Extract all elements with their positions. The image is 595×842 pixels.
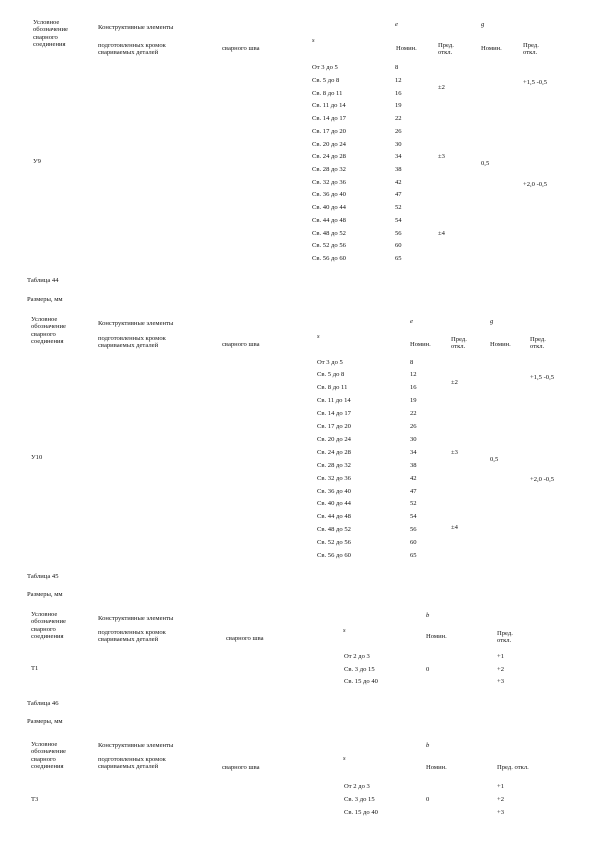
e-nominal-cell: 38 [395, 166, 402, 173]
s-range-cell: Св. 17 до 20 [312, 128, 346, 135]
table-caption-45: Таблица 45 [27, 573, 59, 580]
e-nominal-cell: 16 [410, 384, 417, 391]
weld-code: Т1 [31, 665, 39, 672]
e-nominal-cell: 16 [395, 90, 402, 97]
weld-code: У10 [31, 454, 43, 461]
e-nominal-cell: 54 [410, 513, 417, 520]
header-structural-elements: Конструктивные элементы [98, 615, 174, 622]
s-range-cell: Св. 52 до 56 [312, 242, 346, 249]
s-range-cell: Св. 20 до 24 [317, 436, 351, 443]
g-nominal-cell: 0,5 [481, 160, 490, 167]
s-range-cell: Св. 56 до 60 [317, 552, 351, 559]
b-nominal-cell: 0 [426, 666, 430, 673]
units-caption: Размеры, мм [27, 718, 63, 725]
b-tolerance-cell: +1 [497, 783, 505, 790]
e-nominal-cell: 19 [410, 397, 417, 404]
header-e-tolerance: Пред. откл. [438, 42, 454, 57]
s-range-cell: Св. 32 до 36 [312, 179, 346, 186]
header-b-symbol: b [426, 612, 430, 619]
header-g-nominal: Номин. [481, 45, 502, 52]
header-e-nominal: Номин. [410, 341, 431, 348]
header-prepared-edges: подготовленных кромок свариваемых деталей [98, 756, 166, 771]
e-tolerance-cell: ±2 [451, 379, 458, 386]
header-b-nominal: Номин. [426, 633, 447, 640]
b-tolerance-cell: +1 [497, 653, 505, 660]
e-tolerance-cell: ±3 [451, 449, 458, 456]
s-range-cell: Св. 40 до 44 [317, 500, 351, 507]
header-weld: сварного шва [222, 764, 260, 771]
e-nominal-cell: 56 [410, 526, 417, 533]
header-weld-designation: Условное обозначение сварного соединения [33, 19, 68, 49]
header-weld-designation: Условное обозначение сварного соединения [31, 611, 66, 641]
g-tolerance-cell: +1,5 -0,5 [523, 79, 548, 86]
e-nominal-cell: 22 [410, 410, 417, 417]
s-range-cell: Св. 56 до 60 [312, 255, 346, 262]
e-nominal-cell: 26 [395, 128, 402, 135]
units-caption: Размеры, мм [27, 296, 63, 303]
e-tolerance-cell: ±4 [438, 230, 445, 237]
s-range-cell: Св. 48 до 52 [312, 230, 346, 237]
header-weld-designation: Условное обозначение сварного соединения [31, 316, 66, 346]
s-range-cell: Св. 36 до 40 [317, 488, 351, 495]
header-b-tolerance: Пред. откл. [497, 764, 529, 771]
header-g-tolerance: Пред. откл. [523, 42, 539, 57]
header-b-nominal: Номин. [426, 764, 447, 771]
e-nominal-cell: 56 [395, 230, 402, 237]
e-nominal-cell: 30 [410, 436, 417, 443]
s-range-cell: Св. 24 до 28 [312, 153, 346, 160]
e-nominal-cell: 65 [395, 255, 402, 262]
s-range-cell: Св. 52 до 56 [317, 539, 351, 546]
s-range-cell: Св. 28 до 32 [317, 462, 351, 469]
s-range-cell: Св. 3 до 15 [344, 796, 375, 803]
e-nominal-cell: 26 [410, 423, 417, 430]
table-caption-44: Таблица 44 [27, 277, 59, 284]
e-nominal-cell: 52 [395, 204, 402, 211]
s-range-cell: От 3 до 5 [317, 359, 343, 366]
header-weld: сварного шва [226, 635, 264, 642]
g-tolerance-cell: +2,0 -0,5 [523, 181, 548, 188]
e-nominal-cell: 42 [395, 179, 402, 186]
e-nominal-cell: 30 [395, 141, 402, 148]
e-nominal-cell: 52 [410, 500, 417, 507]
e-tolerance-cell: ±4 [451, 524, 458, 531]
header-g-nominal: Номин. [490, 341, 511, 348]
header-e-nominal: Номин. [396, 45, 417, 52]
s-range-cell: Св. 15 до 40 [344, 678, 378, 685]
b-tolerance-cell: +2 [497, 666, 505, 673]
header-s-symbol: s [343, 755, 346, 762]
s-range-cell: Св. 14 до 17 [317, 410, 351, 417]
s-range-cell: Св. 15 до 40 [344, 809, 378, 816]
e-nominal-cell: 12 [395, 77, 402, 84]
e-nominal-cell: 19 [395, 102, 402, 109]
header-weld: сварного шва [222, 45, 260, 52]
header-prepared-edges: подготовленных кромок свариваемых деталей [98, 629, 166, 644]
e-nominal-cell: 54 [395, 217, 402, 224]
header-structural-elements: Конструктивные элементы [98, 24, 174, 31]
e-nominal-cell: 38 [410, 462, 417, 469]
s-range-cell: Св. 20 до 24 [312, 141, 346, 148]
e-nominal-cell: 60 [410, 539, 417, 546]
g-tolerance-cell: +2,0 -0,5 [530, 476, 555, 483]
e-nominal-cell: 60 [395, 242, 402, 249]
s-range-cell: Св. 14 до 17 [312, 115, 346, 122]
b-tolerance-cell: +3 [497, 809, 505, 816]
s-range-cell: Св. 11 до 14 [312, 102, 346, 109]
header-e-symbol: e [410, 318, 413, 325]
header-structural-elements: Конструктивные элементы [98, 320, 174, 327]
weld-code: У9 [33, 158, 41, 165]
s-range-cell: Св. 8 до 11 [317, 384, 348, 391]
e-nominal-cell: 47 [410, 488, 417, 495]
s-range-cell: Св. 44 до 48 [312, 217, 346, 224]
s-range-cell: Св. 24 до 28 [317, 449, 351, 456]
s-range-cell: От 2 до 3 [344, 783, 370, 790]
e-tolerance-cell: ±3 [438, 153, 445, 160]
s-range-cell: Св. 5 до 8 [317, 371, 345, 378]
header-prepared-edges: подготовленных кромок свариваемых деталей [98, 335, 166, 350]
e-nominal-cell: 65 [410, 552, 417, 559]
s-range-cell: Св. 44 до 48 [317, 513, 351, 520]
s-range-cell: Св. 36 до 40 [312, 191, 346, 198]
table-caption-46: Таблица 46 [27, 700, 59, 707]
s-range-cell: Св. 28 до 32 [312, 166, 346, 173]
header-e-symbol: e [395, 21, 398, 28]
e-nominal-cell: 12 [410, 371, 417, 378]
e-nominal-cell: 47 [395, 191, 402, 198]
e-nominal-cell: 34 [410, 449, 417, 456]
header-s-symbol: s [317, 333, 320, 340]
g-nominal-cell: 0,5 [490, 456, 499, 463]
header-s-symbol: s [343, 627, 346, 634]
e-nominal-cell: 34 [395, 153, 402, 160]
s-range-cell: Св. 48 до 52 [317, 526, 351, 533]
s-range-cell: От 2 до 3 [344, 653, 370, 660]
e-nominal-cell: 22 [395, 115, 402, 122]
s-range-cell: Св. 17 до 20 [317, 423, 351, 430]
header-s-symbol: s [312, 37, 315, 44]
e-nominal-cell: 8 [410, 359, 414, 366]
header-weld-designation: Условное обозначение сварного соединения [31, 741, 66, 771]
b-tolerance-cell: +2 [497, 796, 505, 803]
header-g-symbol: g [490, 318, 494, 325]
e-nominal-cell: 8 [395, 64, 399, 71]
units-caption: Размеры, мм [27, 591, 63, 598]
header-weld: сварного шва [222, 341, 260, 348]
s-range-cell: Св. 40 до 44 [312, 204, 346, 211]
weld-code: Т3 [31, 796, 39, 803]
s-range-cell: Св. 32 до 36 [317, 475, 351, 482]
s-range-cell: Св. 5 до 8 [312, 77, 340, 84]
s-range-cell: От 3 до 5 [312, 64, 338, 71]
s-range-cell: Св. 11 до 14 [317, 397, 351, 404]
header-b-tolerance: Пред. откл. [497, 630, 513, 645]
e-nominal-cell: 42 [410, 475, 417, 482]
e-tolerance-cell: ±2 [438, 84, 445, 91]
s-range-cell: Св. 3 до 15 [344, 666, 375, 673]
header-e-tolerance: Пред. откл. [451, 336, 467, 351]
b-nominal-cell: 0 [426, 796, 430, 803]
g-tolerance-cell: +1,5 -0,5 [530, 374, 555, 381]
header-structural-elements: Конструктивные элементы [98, 742, 174, 749]
header-b-symbol: b [426, 742, 430, 749]
header-g-tolerance: Пред. откл. [530, 336, 546, 351]
b-tolerance-cell: +3 [497, 678, 505, 685]
s-range-cell: Св. 8 до 11 [312, 90, 343, 97]
header-prepared-edges: подготовленных кромок свариваемых деталей [98, 42, 166, 57]
header-g-symbol: g [481, 21, 485, 28]
